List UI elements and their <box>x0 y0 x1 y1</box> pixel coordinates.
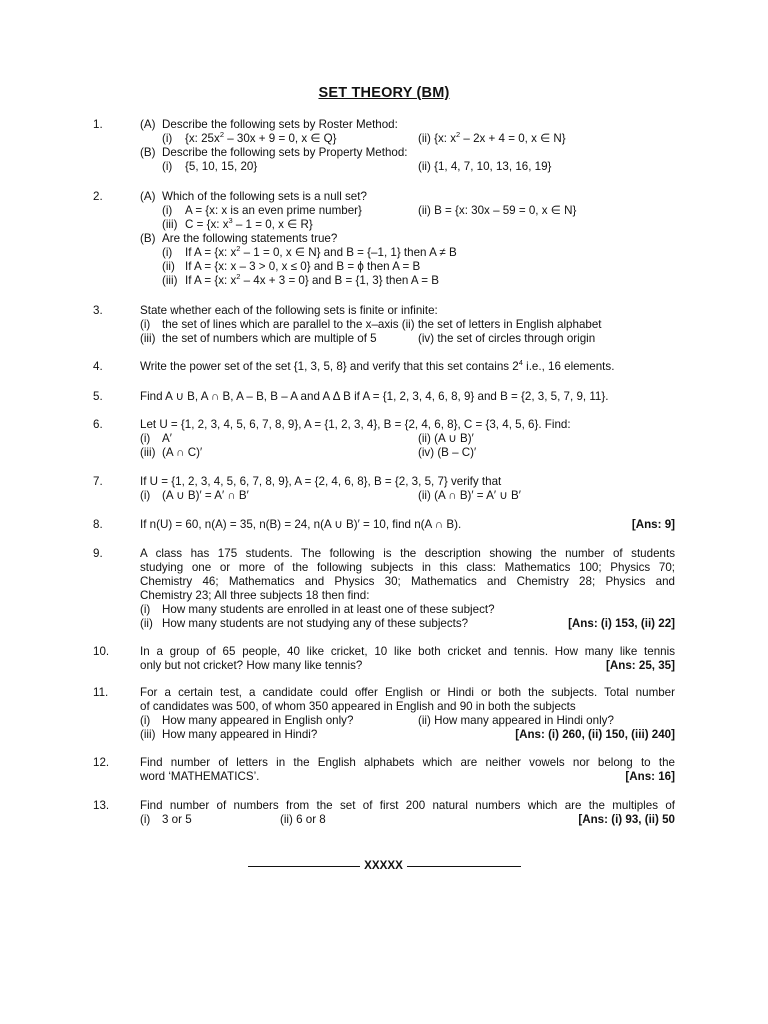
item-label: (i) <box>162 246 173 259</box>
item-text: How many appeared in English only? <box>162 714 354 727</box>
question-body <box>140 475 675 503</box>
question-number: 6. <box>93 418 103 431</box>
item-label: (i) <box>140 813 151 826</box>
question-number: 4. <box>93 360 103 373</box>
item-label: (i) <box>162 132 173 145</box>
item-label: (i) <box>140 432 151 445</box>
question-body <box>140 518 675 532</box>
item-text: 3 or 5 <box>162 813 192 826</box>
item-text: (ii) How many appeared in Hindi only? <box>418 714 614 727</box>
item-text: A′ <box>162 432 172 445</box>
item-text: (iv) the set of circles through origin <box>418 332 596 345</box>
question-number: 12. <box>93 756 110 769</box>
item-text: If A = {x: $x^2 - 1 = 0$, x ∈ N} and B = {–1, 1} then A ≠ B <box>185 244 457 259</box>
item-text: C = {x: $x^3 - 1 = 0$, x ∈ R} <box>185 216 313 231</box>
item-label: (i) <box>140 318 151 331</box>
question-number: 13. <box>93 799 110 812</box>
item-label: (i) <box>140 489 151 502</box>
item-label: (ii) <box>140 617 153 630</box>
paragraph-line: Find number of letters in the English alphabets which are neither vowels nor belong to the <box>140 756 675 769</box>
item-text: How many students are enrolled in at least one of these subject? <box>162 603 495 616</box>
question-body <box>140 799 675 827</box>
question-number: 11. <box>93 686 109 699</box>
paragraph-line: only but not cricket? How many like tennis? <box>140 659 363 672</box>
paragraph-line: Chemistry 46; Mathematics and Physics 30; Mathematics and Chemistry 28; Physics and <box>140 575 675 588</box>
item-text: If A = {x: $x^2 - 4x + 3 = 0$} and B = {1, 3} then A = B <box>185 272 439 287</box>
item-text: How many students are not studying any of these subjects? <box>162 617 469 630</box>
question-body <box>140 304 675 346</box>
question-body <box>140 645 675 673</box>
part-label: (A) <box>140 190 156 203</box>
question-body <box>140 360 675 374</box>
question-body <box>140 418 675 460</box>
item-text: the set of lines which are parallel to the x–axis (ii) the set of letters in English alphabet <box>162 318 602 331</box>
item-text: (ii) 6 or 8 <box>280 813 326 826</box>
item-label: (iii) <box>140 446 156 459</box>
divider <box>248 866 360 867</box>
question-text: Let U = {1, 2, 3, 4, 5, 6, 7, 8, 9}, A = {1, 2, 3, 4}, B = {2, 4, 6, 8}, C = {3, 4, 5, 6}. Find: <box>140 418 571 431</box>
item-label: (i) <box>162 204 173 217</box>
item-label: (i) <box>140 603 151 616</box>
item-text: the set of numbers which are multiple of 5 <box>162 332 377 345</box>
question-number: 3. <box>93 304 103 317</box>
item-label: (ii) <box>162 260 175 273</box>
question-text: Find A ∪ B, A ∩ B, A – B, B – A and A Δ B if A = {1, 2, 3, 4, 6, 8, 9} and B = {2, 3, 5, 7, 9, 11}. <box>140 390 609 403</box>
question-number: 5. <box>93 390 103 403</box>
part-text: Are the following statements true? <box>162 232 338 245</box>
item-text: (ii) (A ∪ B)′ <box>418 432 474 445</box>
end-of-document-marker <box>248 859 521 873</box>
item-text: (iv) (B – C)′ <box>418 446 477 459</box>
question-number: 1. <box>93 118 103 131</box>
paragraph-line: In a group of 65 people, 40 like cricket, 10 like both cricket and tennis. How many like tennis <box>140 645 675 658</box>
item-text: (ii) {x: $x^2 - 2x + 4 = 0$, x ∈ N} <box>418 130 566 145</box>
answer: [Ans: (i) 153, (ii) 22] <box>568 617 675 630</box>
item-label: (i) <box>162 160 173 173</box>
question-text: State whether each of the following sets is finite or infinite: <box>140 304 438 317</box>
part-text: Describe the following sets by Property Method: <box>162 146 408 159</box>
paragraph-line: studying one or more of the following subjects in this class: Mathematics 100; Physics 70; <box>140 561 675 574</box>
item-text: {x: $25x^2 - 30x + 9 = 0$, x ∈ Q} <box>185 130 337 145</box>
paragraph-line: word ‘MATHEMATICS’. <box>140 770 260 783</box>
answer: [Ans: 25, 35] <box>606 659 675 672</box>
question-number: 10. <box>93 645 110 658</box>
question-text: If U = {1, 2, 3, 4, 5, 6, 7, 8, 9}, A = {2, 4, 6, 8}, B = {2, 3, 5, 7} verify that <box>140 475 502 488</box>
question-number: 7. <box>93 475 103 488</box>
item-label: (iii) <box>140 728 156 741</box>
question-number: 8. <box>93 518 103 531</box>
item-label: (iii) <box>162 274 178 287</box>
answer: [Ans: (i) 93, (ii) 50 <box>578 813 675 826</box>
paragraph-line: of candidates was 500, of whom 350 appeared in English and 90 in both the subjects <box>140 700 576 713</box>
question-body <box>140 547 675 631</box>
item-text: (ii) (A ∩ B)′ = A′ ∪ B′ <box>418 489 521 502</box>
item-label: (iii) <box>140 332 156 345</box>
end-marker-text: XXXXX <box>364 859 403 872</box>
question-text: If n(U) = 60, n(A) = 35, n(B) = 24, n(A ∪ B)′ = 10, find n(A ∩ B). <box>140 518 462 531</box>
answer: [Ans: (i) 260, (ii) 150, (iii) 240] <box>515 728 675 741</box>
question-number: 2. <box>93 190 103 203</box>
paragraph-line: For a certain test, a candidate could offer English or Hindi or both the subjects. Total number <box>140 686 675 699</box>
question-body <box>140 756 675 784</box>
question-text: Write the power set of the set {1, 3, 5, 8} and verify that this set contains $2^4$ i.e., 16 elements. <box>140 358 615 373</box>
item-label: (i) <box>140 714 151 727</box>
part-label: (B) <box>140 232 156 245</box>
part-text: Describe the following sets by Roster Method: <box>162 118 398 131</box>
item-text: (A ∪ B)′ = A′ ∩ B′ <box>162 489 249 502</box>
item-text: {5, 10, 15, 20} <box>185 160 258 173</box>
paragraph-line: A class has 175 students. The following is the description showing the number of students <box>140 547 675 560</box>
item-text: How many appeared in Hindi? <box>162 728 318 741</box>
item-text: (ii) B = {x: 30x – 59 = 0, x ∈ N} <box>418 204 577 217</box>
item-text: (ii) {1, 4, 7, 10, 13, 16, 19} <box>418 160 552 173</box>
question-body <box>140 686 675 742</box>
divider <box>407 866 521 867</box>
part-text: Which of the following sets is a null set? <box>162 190 367 203</box>
question-number: 9. <box>93 547 103 560</box>
part-label: (B) <box>140 146 156 159</box>
part-label: (A) <box>140 118 156 131</box>
item-text: If A = {x: x – 3 > 0, x ≤ 0} and B = ϕ then A = B <box>185 260 421 273</box>
answer: [Ans: 9] <box>631 518 675 531</box>
question-body <box>140 390 675 404</box>
paragraph-line: Chemistry 23; All three subjects 18 then find: <box>140 589 370 602</box>
question-body <box>140 190 675 288</box>
item-text: (A ∩ C)′ <box>162 446 203 459</box>
item-label: (iii) <box>162 218 178 231</box>
page-title: SET THEORY (BM) <box>318 85 450 101</box>
question-body <box>140 118 675 174</box>
paragraph-line: Find number of numbers from the set of first 200 natural numbers which are the multiples of <box>140 799 675 812</box>
item-text: A = {x: x is an even prime number} <box>185 204 362 217</box>
answer: [Ans: 16] <box>625 770 675 783</box>
